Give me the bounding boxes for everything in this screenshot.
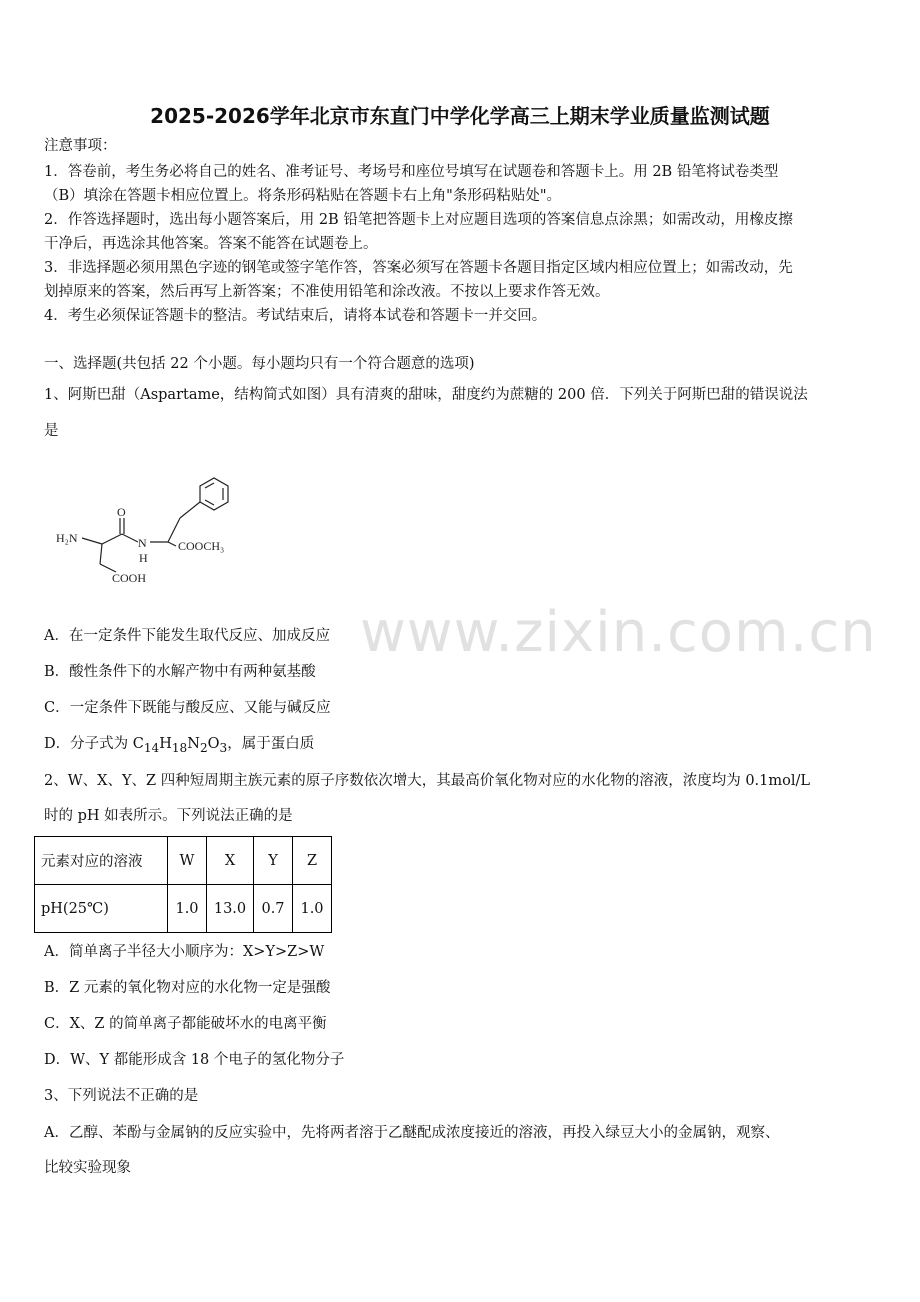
q2-option-a: A．简单离子半径大小顺序为：X>Y>Z>W — [44, 944, 325, 960]
carbonyl-oxygen-label: O — [117, 505, 126, 519]
q1-option-d-suffix: ，属于蛋白质 — [227, 736, 315, 752]
ester-group-label: COOCH₃ — [178, 539, 225, 553]
q3-stem: 3、下列说法不正确的是 — [44, 1088, 199, 1104]
q1-option-a: A．在一定条件下能发生取代反应、加成反应 — [44, 628, 330, 644]
q2-stem-line-1: 2、W、X、Y、Z 四种短周期主族元素的原子序数依次增大，其最高价氧化物对应的水化物的溶液，浓度均为 0.1mol/L — [44, 773, 811, 789]
table-cell: 13.0 — [207, 885, 254, 933]
q1-option-d-prefix: D．分子式为 C — [44, 736, 144, 752]
aspartame-structure-diagram — [50, 470, 250, 590]
table-cell: pH(25℃) — [35, 885, 168, 933]
notice-line-7: 4．考生必须保证答题卡的整洁。考试结束后，请将本试卷和答题卡一并交回。 — [44, 308, 547, 324]
table-header-cell: 元素对应的溶液 — [35, 837, 168, 885]
table-cell: 1.0 — [293, 885, 332, 933]
formula-sub-h: 18 — [171, 740, 188, 755]
benzene-ring — [200, 478, 228, 510]
table-cell: 0.7 — [254, 885, 293, 933]
notice-heading: 注意事项： — [44, 138, 117, 154]
q2-option-d: D．W、Y 都能形成含 18 个电子的氢化物分子 — [44, 1052, 345, 1068]
formula-sub-c: 14 — [143, 740, 160, 755]
notice-line-1: 1．答卷前，考生务必将自己的姓名、准考证号、考场号和座位号填写在试题卷和答题卡上。用 2B 铅笔将试卷类型 — [44, 164, 779, 180]
q3-option-a-line-2: 比较实验现象 — [44, 1160, 131, 1176]
notice-line-5: 3．非选择题必须用黑色字迹的钢笔或签字笔作答，答案必须写在答题卡各题目指定区域内相应位置上；如需改动，先 — [44, 260, 793, 276]
table-cell: 1.0 — [168, 885, 207, 933]
q2-stem-line-2: 时的 pH 如表所示。下列说法正确的是 — [44, 808, 293, 824]
amine-label: H₂N — [56, 531, 78, 545]
carboxyl-group-label: COOH — [112, 571, 147, 585]
amide-nitrogen-label: N — [138, 536, 147, 550]
q1-stem-line-2: 是 — [44, 423, 59, 439]
ph-table — [34, 836, 332, 933]
table-header-cell: X — [207, 837, 254, 885]
table-header-cell: W — [168, 837, 207, 885]
formula-sub-n: 2 — [199, 740, 208, 755]
q1-stem-line-1: 1、阿斯巴甜（Aspartame，结构简式如图）具有清爽的甜味，甜度约为蔗糖的 200 倍．下列关于阿斯巴甜的错误说法 — [44, 387, 808, 403]
notice-line-2: （B）填涂在答题卡相应位置上。将条形码粘贴在答题卡右上角"条形码粘贴处"。 — [44, 188, 561, 204]
q2-option-b: B．Z 元素的氧化物对应的水化物一定是强酸 — [44, 980, 331, 996]
watermark: www.zixin.com.cn — [360, 600, 877, 665]
notice-line-4: 干净后，再选涂其他答案。答案不能答在试题卷上。 — [44, 236, 378, 252]
q1-option-d — [44, 734, 880, 758]
table-row — [35, 885, 332, 933]
table-row — [35, 837, 332, 885]
formula-o: O — [207, 736, 220, 752]
formula-n: N — [187, 736, 200, 752]
table-header-cell: Z — [293, 837, 332, 885]
amide-hydrogen-label: H — [139, 551, 148, 565]
q1-option-c: C．一定条件下既能与酸反应、又能与碱反应 — [44, 700, 331, 716]
exam-title: 2025-2026学年北京市东直门中学化学高三上期末学业质量监测试题 — [150, 104, 770, 128]
table-header-cell: Y — [254, 837, 293, 885]
formula-h: H — [159, 736, 172, 752]
notice-line-6: 划掉原来的答案，然后再写上新答案；不准使用铅笔和涂改液。不按以上要求作答无效。 — [44, 284, 610, 300]
q1-option-b: B．酸性条件下的水解产物中有两种氨基酸 — [44, 664, 316, 680]
q2-option-c: C．X、Z 的简单离子都能破坏水的电离平衡 — [44, 1016, 327, 1032]
section-heading: 一、选择题(共包括 22 个小题。每小题均只有一个符合题意的选项) — [44, 356, 475, 372]
notice-line-3: 2．作答选择题时，选出每小题答案后，用 2B 铅笔把答题卡上对应题目选项的答案信息点涂黑；如需改动，用橡皮擦 — [44, 212, 793, 228]
formula-sub-o: 3 — [219, 740, 228, 755]
q3-option-a-line-1: A．乙醇、苯酚与金属钠的反应实验中，先将两者溶于乙醚配成浓度接近的溶液，再投入绿豆大小的金属钠，观察、 — [44, 1125, 780, 1141]
